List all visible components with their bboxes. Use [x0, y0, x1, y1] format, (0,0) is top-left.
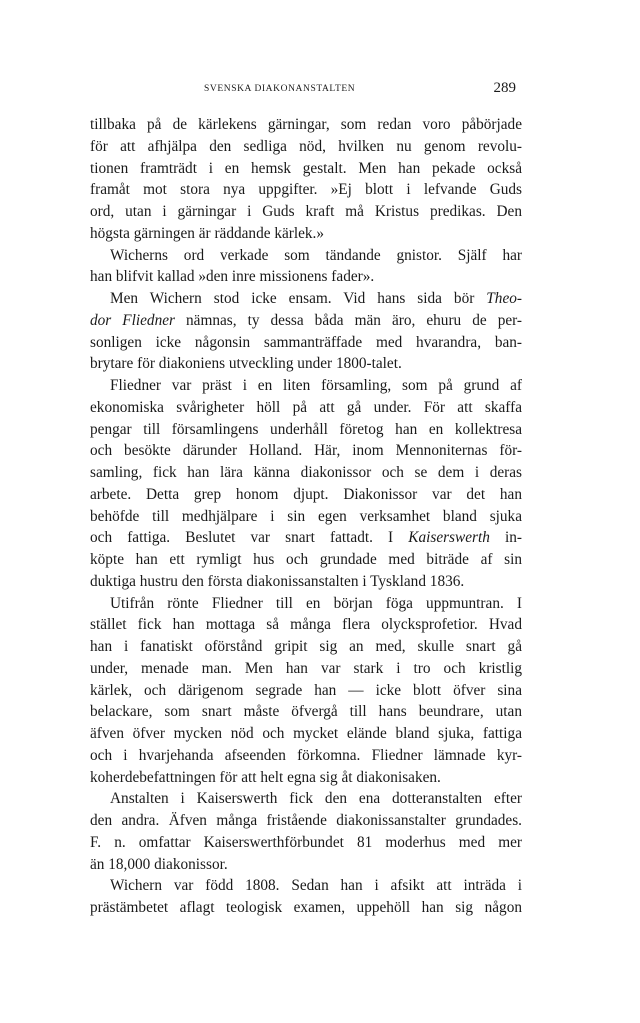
text-line: prästämbetet aflagt teologisk examen, uppehöll han sig någon [90, 899, 522, 916]
text-line [90, 310, 522, 332]
text-line: tillbaka på de kärlekens gärningar, som redan voro påbörjade [90, 116, 522, 133]
text-line: och i hvarjehanda afseenden förkomna. Fliedner lämnade kyr- [90, 746, 522, 764]
text-line: ord, utan i gärningar i Guds kraft må Kristus predikas. Den [90, 203, 522, 220]
text-line [90, 527, 522, 549]
text-line: framåt mot stora nya uppgifter. »Ej blott i lefvande Guds [90, 181, 522, 199]
text-line: arbete. Detta grep honom djupt. Diakonissor var det han [90, 485, 522, 503]
text-line: stället fick han mottaga så många flera olycksprofetior. Hvad [90, 616, 522, 634]
text-line: köpte han ett rymligt hus och grundade med biträde af sin [90, 551, 522, 568]
text-line: sonligen icke någonsin sammanträffade med hvarandra, ban- [90, 333, 522, 351]
text-line: duktiga hustru den första diakonissanstalten i Tyskland 1836. [90, 572, 465, 590]
text-line: pengar till församlingens underhåll företog han en kollektresa [90, 420, 522, 438]
text-line: belackare, som snart måste öfvergå till hans beundrare, utan [90, 703, 522, 721]
text-fragment: Men Wichern stod icke ensam. Vid hans sida bör [110, 290, 487, 307]
text-line: tionen framträdt i en hemsk gestalt. Men han pekade också [90, 159, 522, 177]
text-line: ekonomiska svårigheter höll på att gå under. För att skaffa [90, 398, 522, 416]
text-line: kärlek, och därigenom segrade han — icke blott öfver sina [90, 681, 522, 699]
text-line: F. n. omfattar Kaiserswerthförbundet 81 moderhus med mer [90, 833, 522, 851]
italic-name: Theo- [486, 290, 522, 307]
text-line [90, 288, 522, 310]
text-line: under, menade man. Men han var stark i tro och kristlig [90, 659, 522, 677]
text-line: han i fanatiskt oförstånd gripit sig an med, skulle snart gå [90, 638, 522, 655]
italic-place: Kaiserswerth [408, 529, 490, 547]
text-line: och besökte därunder Holland. Här, inom Mennoniternas för- [90, 442, 522, 460]
text-fragment: nämnas, ty dessa båda män äro, ehuru de per- [174, 311, 523, 329]
italic-name: dor Fliedner [90, 311, 175, 329]
text-line: Anstalten i Kaiserswerth fick den ena dotteranstalten efter [110, 790, 522, 808]
page-header [96, 78, 516, 98]
text-line: Fliedner var präst i en liten församling, som på grund af [110, 377, 522, 394]
text-line: äfven öfver mycken nöd och mycket elände bland sjuka, fattiga [90, 725, 522, 742]
text-line: samling, fick han lära känna diakonissor och se dem i deras [90, 464, 522, 481]
body-text [90, 114, 522, 919]
text-fragment: och fattiga. Beslutet var snart fattadt. I [90, 529, 409, 547]
page-number: 289 [493, 80, 516, 96]
text-line: Wichern var född 1808. Sedan han i afsikt att inträda i [110, 877, 522, 895]
text-line: han blifvit kallad »den inre missionens fader». [90, 268, 375, 286]
text-line: brytare för diakoniens utveckling under 1800-talet. [90, 355, 402, 373]
text-line: den andra. Äfven många fristående diakonissanstalter grundades. [90, 812, 522, 829]
running-title: SVENSKA DIAKONANSTALTEN [204, 84, 356, 94]
text-line: för att afhjälpa den sedliga nöd, hvilken nu genom revolu- [90, 137, 522, 155]
text-line: Wicherns ord verkade som tändande gnistor. Själf har [110, 246, 522, 264]
text-line: högsta gärningen är räddande kärlek.» [90, 224, 325, 242]
text-line: Utifrån rönte Fliedner till en början föga uppmuntran. I [110, 594, 522, 612]
text-fragment: in- [489, 529, 522, 547]
text-line: behöfde till medhjälpare i sin egen verksamhet bland sjuka [90, 507, 522, 525]
text-line: koherdebefattningen för att helt egna sig åt diakonisaken. [90, 768, 441, 786]
text-line: än 18,000 diakonissor. [90, 855, 228, 873]
